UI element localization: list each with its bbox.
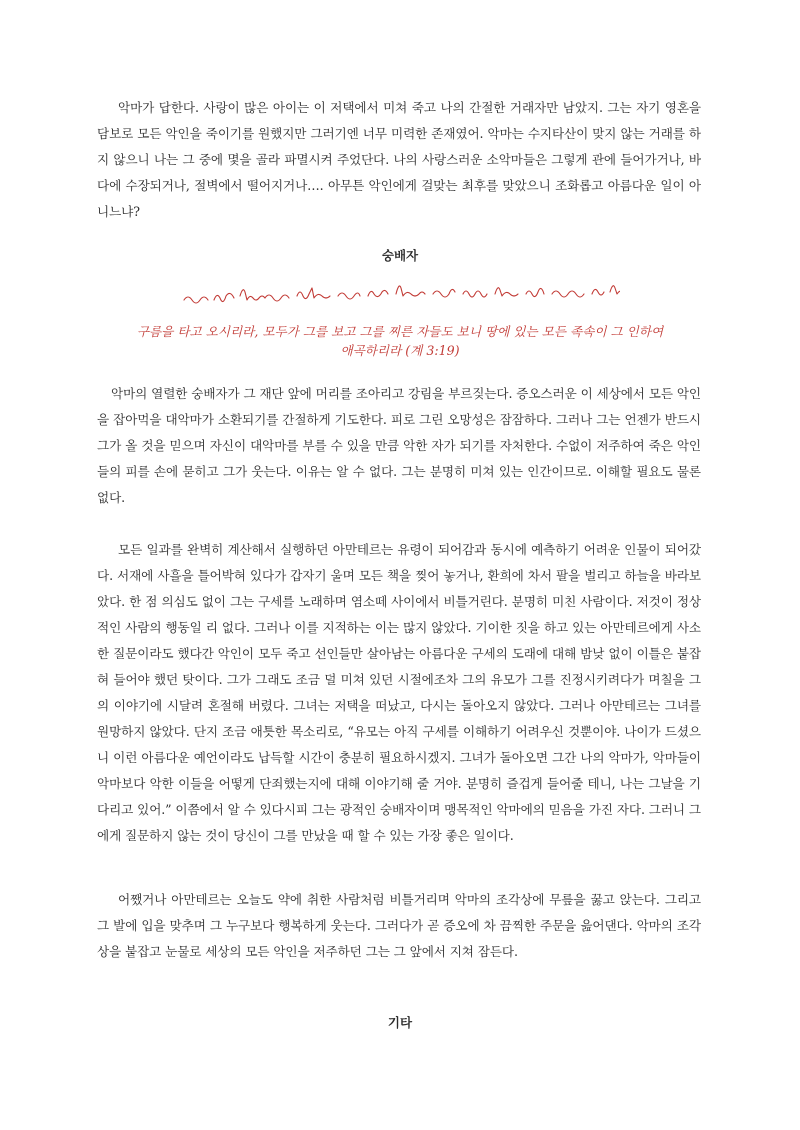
quote-line-2: 애곡하리라 (계 3:19): [340, 343, 460, 358]
intro-paragraph: 악마가 답한다. 사랑이 많은 아이는 이 저택에서 미쳐 죽고 나의 간절한 거래자만 남았지. 그는 자기 영혼을 담보로 모든 악인을 죽이기를 원했지만 그러기엔 너무 미력한 존재였어. 악마는 수지타산이 맞지 않는 거래를 하지 않으니 나는 그 중에 몇을 골라 파멸시켜 주었단다. 나의 사랑스러운 소악마들은 그렇게 관에 들어가거나, 바다에 수장되거나, 절벽에서 떨어지거나…. 아무튼 악인에게 걸맞는 최후를 맞았으니 조화롭고 아름다운 일이 아니느냐?: [97, 100, 701, 219]
red-cursive-script-decoration: [0, 284, 800, 314]
worshipper-paragraph-2: 모든 일과를 완벽히 계산해서 실행하던 아만테르는 유령이 되어감과 동시에 예측하기 어려운 인물이 되어갔다. 서재에 사흘을 틀어박혀 있다가 갑자기 울며 모든 책을 찢어 놓거나, 환희에 차서 팔을 벌리고 하늘을 바라보았다. 한 점 의심도 없이 그는 구세를 노래하며 염소떼 사이에서 비틀거린다. 분명히 미친 사람이다. 저것이 정상적인 사람의 행동일 리 없다. 그러나 이를 지적하는 이는 많지 않았다. 기이한 짓을 하고 있는 아만테르에게 사소한 질문이라도 했다간 악인이 모두 죽고 선인들만 살아남는 아름다운 구세의 도래에 대해 밤낮 없이 이틀은 붙잡혀 들어야 했던 탓이다. 그가 그래도 조금 덜 미쳐 있던 시절에조차 그의 유모가 그를 진정시키려다가 며칠을 그의 이야기에 시달려 혼절해 버렸다. 그녀는 저택을 떠났고, 다시는 돌아오지 않았다. 그러나 아만테르는 그녀를 원망하지 않았다. 단지 조금 애틋한 목소리로, “유모는 아직 구세를 이해하기 어려우신 것뿐이야. 나이가 드셨으니 이런 아름다운 예언이라도 납득할 시간이 충분히 필요하시겠지. 그녀가 돌아오면 그간 나의 악마가, 악마들이 악마보다 악한 이들을 어떻게 단죄했는지에 대해 이야기해 줄 거야. 분명히 즐겁게 들어줄 테니, 나는 그날을 기다리고 있어.” 이쯤에서 알 수 있다시피 그는 광적인 숭배자이며 맹목적인 악마에의 믿음을 가진 자다. 그러니 그에게 질문하지 않는 것이 당신이 그를 만났을 때 할 수 있는 가장 좋은 일이다.: [97, 542, 701, 843]
quote-line-1: 구름을 타고 오시리라, 모두가 그를 보고 그를 찌른 자들도 보니 땅에 있는 모든 족속이 그 인하여: [136, 324, 664, 339]
section-heading-worshipper: 숭배자: [381, 248, 419, 263]
worshipper-paragraph-1: 악마의 열렬한 숭배자가 그 재단 앞에 머리를 조아리고 강림을 부르짖는다. 증오스러운 이 세상에서 모든 악인을 잡아먹을 대악마가 소환되기를 간절하게 기도한다. 피로 그린 오망성은 잠잠하다. 그러나 그는 언젠가 반드시 그가 올 것을 믿으며 자신이 대악마를 부를 수 있을 만큼 악한 자가 되기를 자처한다. 수없이 저주하여 죽은 악인들의 피를 손에 묻히고 그가 웃는다. 이유는 알 수 없다. 그는 분명히 미쳐 있는 인간이므로. 이해할 필요도 물론 없다.: [97, 386, 701, 505]
section-heading-other: 기타: [387, 1015, 413, 1030]
scripture-quote: [110, 322, 690, 360]
worshipper-paragraph-3: 어쨌거나 아만테르는 오늘도 약에 취한 사람처럼 비틀거리며 악마의 조각상에 무릎을 꿇고 앉는다. 그리고 그 발에 입을 맞추며 그 누구보다 행복하게 웃는다. 그러다가 곧 증오에 차 끔찍한 주문을 읊어댄다. 악마의 조각상을 붙잡고 눈물로 세상의 모든 악인을 저주하던 그는 그 앞에서 지쳐 잠든다.: [97, 892, 701, 959]
cursive-script-svg: [180, 284, 620, 310]
